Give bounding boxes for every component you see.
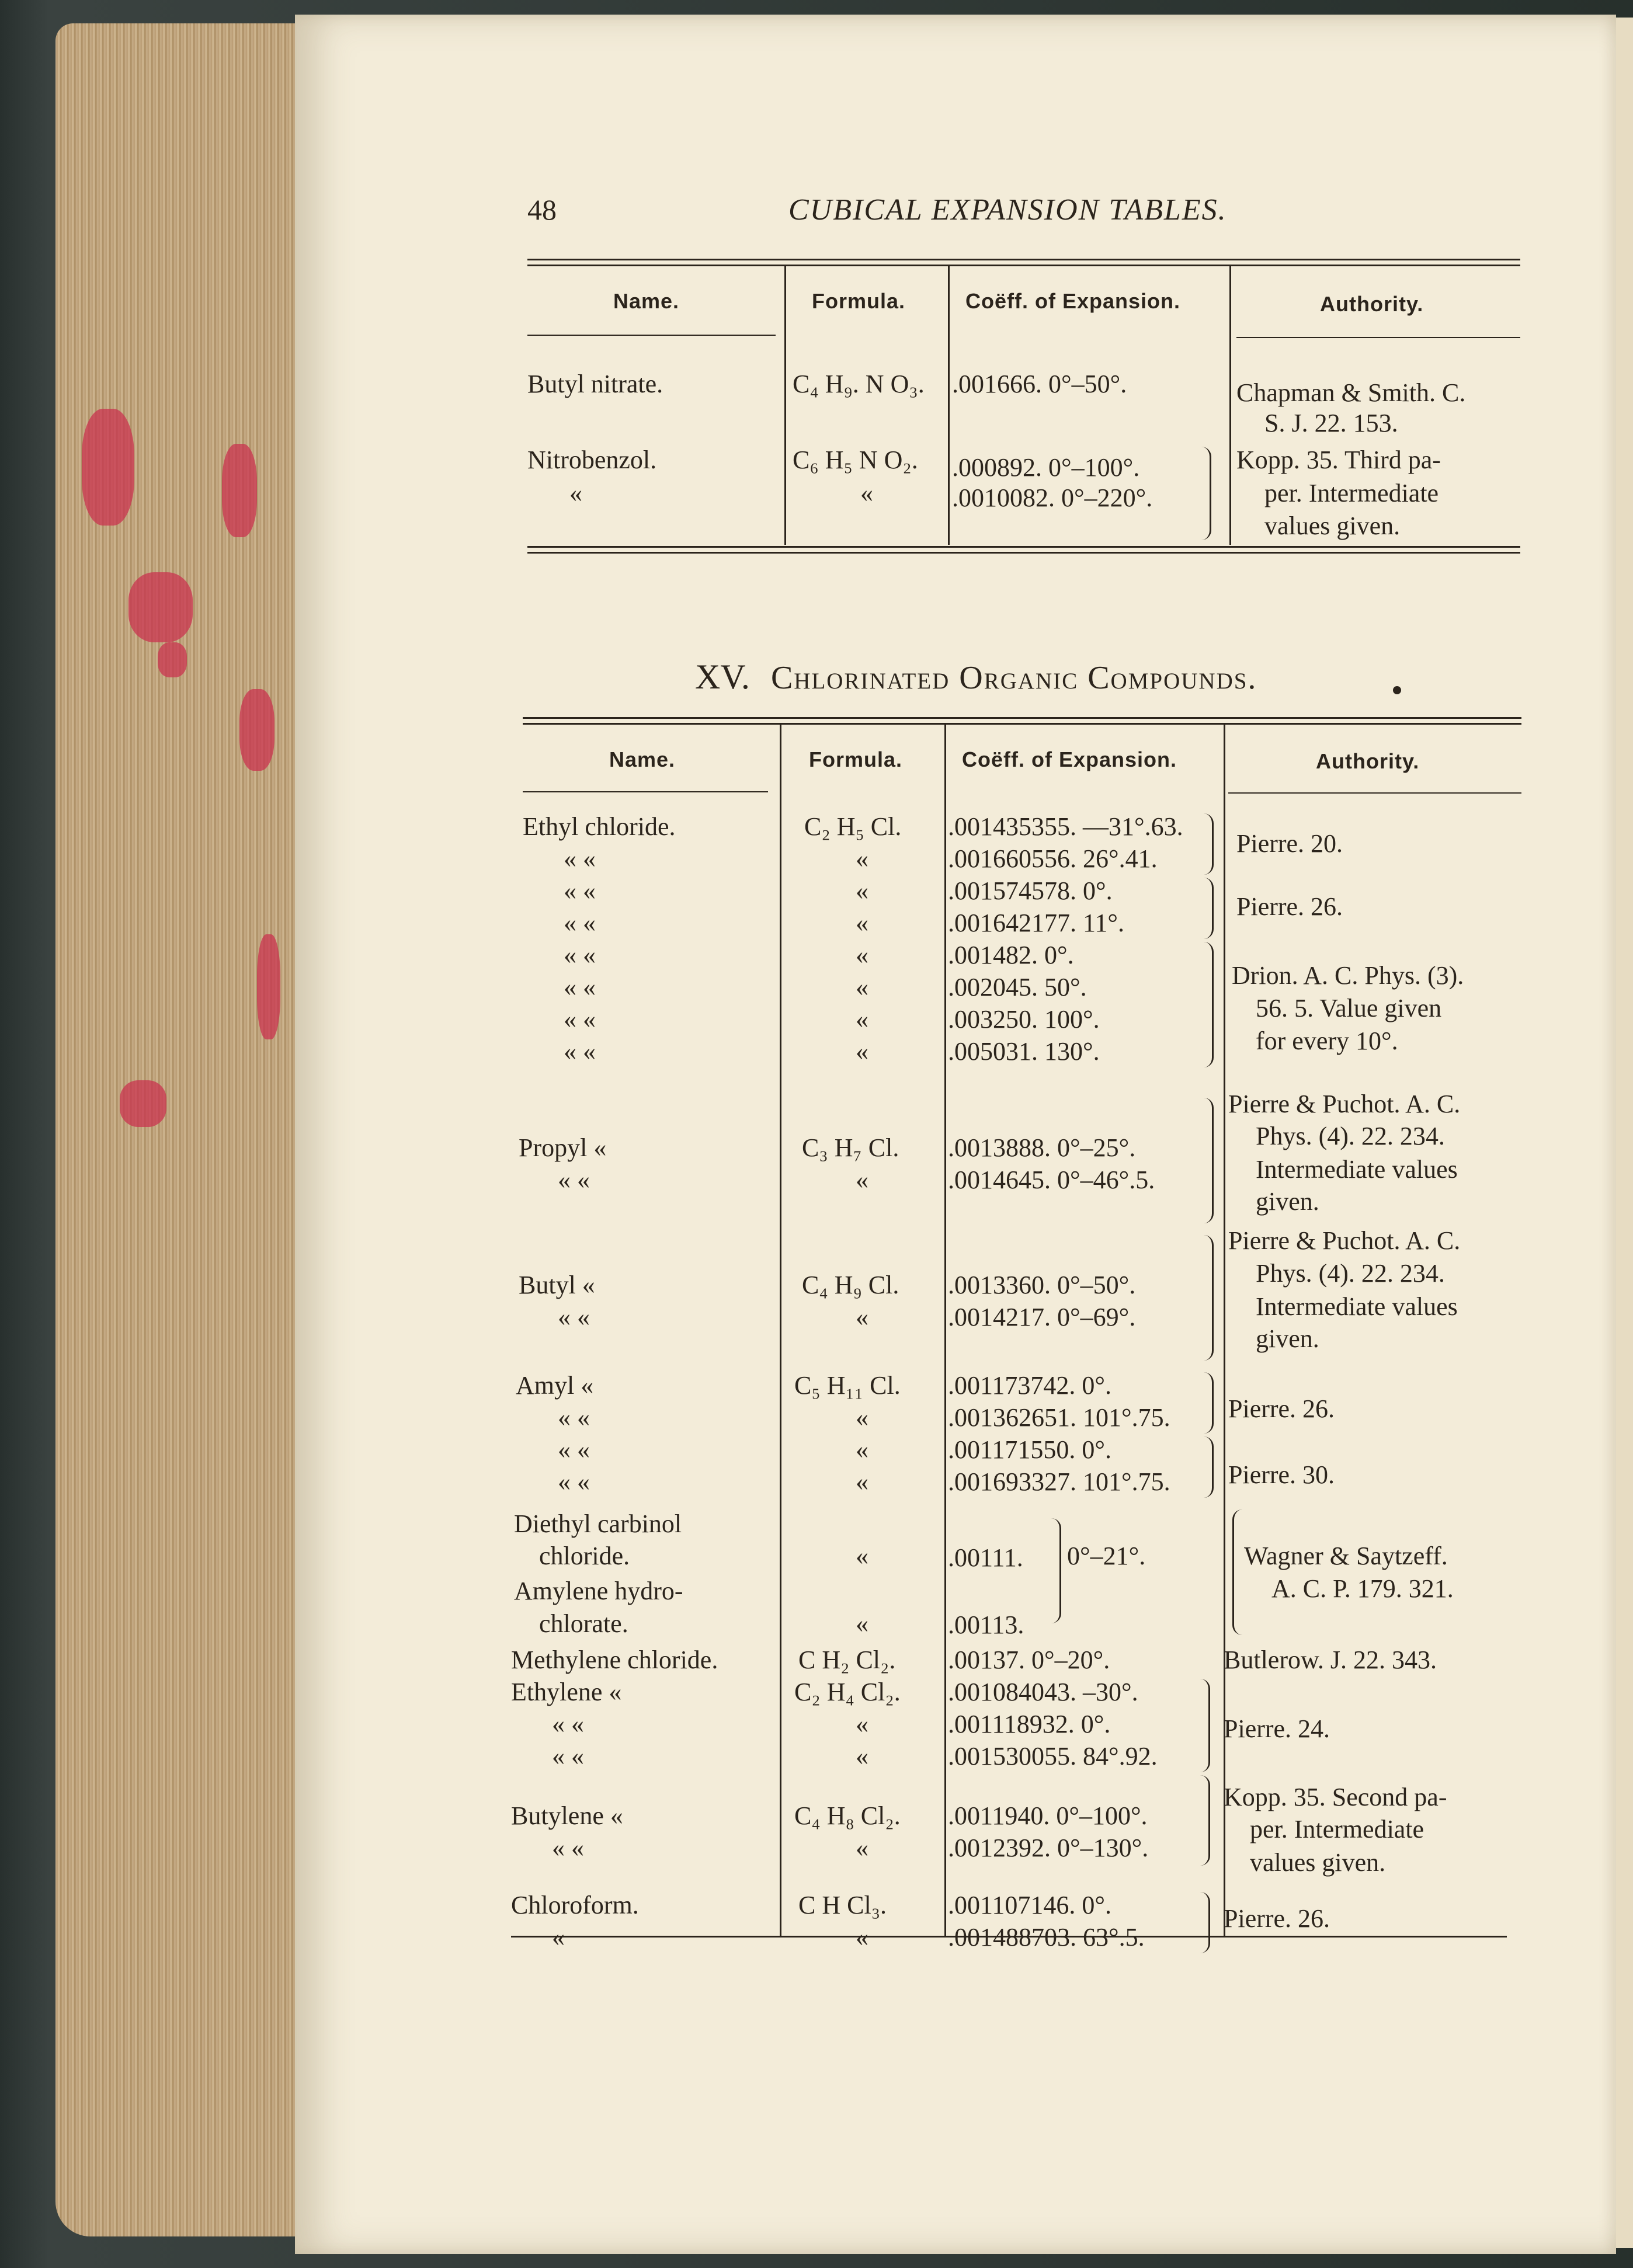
cell-authority: values given.	[1264, 512, 1401, 540]
column-divider	[944, 724, 946, 1936]
section-numeral: XV.	[695, 658, 750, 696]
cell-authority: Intermediate values	[1256, 1292, 1458, 1321]
cell-coeff: .0013360. 0°–50°.	[948, 1271, 1136, 1299]
cell-name: « «	[558, 1303, 590, 1331]
column-divider	[780, 724, 781, 1936]
cell-formula: C₆ H₅ N O₂.	[793, 446, 918, 474]
running-title: CUBICAL EXPANSION TABLES.	[788, 193, 1227, 227]
cell-name: « «	[564, 973, 596, 1001]
cell-formula: «	[856, 1834, 868, 1862]
cell-coeff: .001642177. 11°.	[948, 909, 1124, 937]
cell-authority: values given.	[1250, 1848, 1386, 1877]
cell-authority: for every 10°.	[1256, 1027, 1398, 1055]
cell-name: chloride.	[539, 1542, 630, 1570]
cell-coeff: .00113.	[948, 1610, 1024, 1639]
brace	[1204, 813, 1214, 875]
brace	[1204, 1436, 1214, 1498]
cell-name: « «	[564, 1005, 596, 1034]
cell-authority: S. J. 22. 153.	[1264, 409, 1398, 437]
cell-name: « «	[564, 876, 596, 905]
cell-formula: «	[856, 1467, 868, 1496]
cell-authority: Phys. (4). 22. 234.	[1256, 1122, 1445, 1150]
cell-authority: Chapman & Smith. C.	[1236, 378, 1466, 407]
cell-authority: Drion. A. C. Phys. (3).	[1232, 961, 1464, 990]
header-authority: Authority.	[1320, 292, 1424, 316]
cell-name: « «	[564, 1037, 596, 1066]
cell-formula: C₄ H₉. N O₃.	[793, 370, 925, 398]
header-coeff: Coëff. of Expansion.	[962, 747, 1177, 771]
cell-formula: «	[856, 909, 868, 937]
rule	[523, 723, 1521, 725]
cell-formula: C H₂ Cl₂.	[798, 1646, 896, 1674]
page-edges	[55, 23, 295, 2236]
cell-authority: 56. 5. Value given	[1256, 994, 1442, 1022]
cell-authority: A. C. P. 179. 321.	[1271, 1574, 1454, 1603]
cell-coeff: .001530055. 84°.92.	[948, 1742, 1158, 1770]
cell-coeff: .0012392. 0°–130°.	[948, 1834, 1149, 1862]
cell-authority: Butlerow. J. 22. 343.	[1224, 1646, 1437, 1674]
cell-name: « «	[558, 1166, 590, 1194]
cell-coeff: .0014645. 0°–46°.5.	[948, 1166, 1155, 1194]
rule	[523, 717, 1521, 719]
cell-formula: C H Cl₃.	[798, 1891, 887, 1919]
cell-name: « «	[552, 1710, 584, 1738]
cell-authority: Pierre. 24.	[1224, 1714, 1330, 1743]
cell-coeff: .001173742. 0°.	[948, 1371, 1111, 1400]
section-title	[695, 657, 1257, 697]
cell-coeff: .000892. 0°–100°.	[952, 453, 1140, 482]
cell-name: « «	[558, 1467, 590, 1496]
cell-formula: C₄ H₈ Cl₂.	[794, 1801, 901, 1830]
cell-formula: «	[856, 1435, 868, 1464]
cell-coeff: .003250. 100°.	[948, 1005, 1100, 1034]
cell-coeff: .0010082. 0°–220°.	[952, 483, 1153, 512]
rule	[527, 335, 776, 336]
header-authority: Authority.	[1316, 749, 1420, 773]
cell-authority: Pierre. 26.	[1228, 1394, 1335, 1423]
cell-coeff: .001660556. 26°.41.	[948, 844, 1158, 873]
cell-coeff: .001435355. —31°.63.	[948, 812, 1183, 841]
cell-coeff: .002045. 50°.	[948, 973, 1087, 1001]
cell-authority: Pierre & Puchot. A. C.	[1228, 1090, 1461, 1118]
brace	[1200, 1892, 1210, 1953]
cell-name: « «	[564, 941, 596, 969]
cell-name: «	[569, 479, 582, 507]
cell-coeff: .0013888. 0°–25°.	[948, 1133, 1136, 1162]
rule	[527, 546, 1520, 548]
page-number: 48	[527, 193, 557, 226]
cell-authority: Pierre. 26.	[1224, 1904, 1330, 1933]
brace	[1204, 1372, 1214, 1434]
cell-name: «	[552, 1923, 565, 1952]
cell-formula: «	[860, 479, 873, 507]
cell-formula: C₄ H₉ Cl.	[802, 1271, 899, 1299]
cell-name: « «	[564, 844, 596, 873]
red-stain	[82, 409, 134, 526]
cell-name: chlorate.	[539, 1609, 628, 1638]
cell-formula: C₂ H₅ Cl.	[804, 812, 902, 841]
red-stain	[222, 444, 257, 537]
cell-authority: Phys. (4). 22. 234.	[1256, 1259, 1445, 1288]
rule	[527, 552, 1520, 554]
brace	[1232, 1509, 1242, 1635]
cell-name: « «	[552, 1834, 584, 1862]
cell-name: « «	[552, 1742, 584, 1770]
cell-coeff: .001574578. 0°.	[948, 876, 1113, 905]
cell-authority: given.	[1256, 1187, 1319, 1216]
cell-coeff: .005031. 130°.	[948, 1037, 1100, 1066]
header-formula: Formula.	[809, 747, 903, 771]
cell-name: « «	[564, 909, 596, 937]
cell-name: Propyl «	[519, 1133, 607, 1162]
cell-name: Ethyl chloride.	[523, 812, 676, 841]
cell-formula: «	[856, 1742, 868, 1770]
cell-formula: C₂ H₄ Cl₂.	[794, 1678, 901, 1706]
rule	[527, 259, 1520, 260]
column-divider	[1224, 724, 1225, 1936]
ink-dot	[1393, 686, 1401, 694]
cell-coeff: .001362651. 101°.75.	[948, 1403, 1170, 1432]
cell-authority: Intermediate values	[1256, 1155, 1458, 1184]
cell-formula: «	[856, 1303, 868, 1331]
next-page-edge	[1613, 18, 1633, 2248]
cell-formula: «	[856, 1710, 868, 1738]
cell-coeff: .001482. 0°.	[948, 941, 1074, 969]
column-divider	[948, 266, 950, 545]
cell-authority: per. Intermediate	[1264, 479, 1439, 507]
cell-name: Butyl «	[519, 1271, 595, 1299]
cell-coeff: .001084043. –30°.	[948, 1678, 1138, 1706]
cell-formula: «	[856, 1166, 868, 1194]
cell-name: Diethyl carbinol	[514, 1509, 682, 1538]
brace	[1051, 1518, 1061, 1623]
cell-formula: «	[856, 941, 868, 969]
brace	[1204, 878, 1214, 939]
cell-name: Ethylene «	[511, 1678, 622, 1706]
cell-formula: «	[856, 1923, 868, 1952]
cell-authority: Kopp. 35. Third pa-	[1236, 446, 1441, 474]
header-name: Name.	[609, 747, 676, 771]
rule	[1236, 337, 1520, 338]
cell-name: Nitrobenzol.	[527, 446, 657, 474]
cell-formula: C₃ H₇ Cl.	[802, 1133, 899, 1162]
cell-formula: «	[856, 1037, 868, 1066]
cell-coeff: .0014217. 0°–69°.	[948, 1303, 1136, 1331]
column-divider	[784, 266, 786, 545]
cell-coeff: .00111.	[948, 1543, 1023, 1572]
cell-formula: «	[856, 1609, 868, 1638]
cell-name: Amyl «	[516, 1371, 594, 1400]
cell-coeff: .00137. 0°–20°.	[948, 1646, 1110, 1674]
cell-formula: «	[856, 1403, 868, 1432]
cell-formula: «	[856, 973, 868, 1001]
header-name: Name.	[613, 289, 680, 313]
cell-name: Butylene «	[511, 1801, 623, 1830]
cell-coeff: 0°–21°.	[1067, 1542, 1146, 1570]
red-stain	[120, 1080, 166, 1127]
header-coeff: Coëff. of Expansion.	[965, 289, 1181, 313]
cell-authority: Pierre. 30.	[1228, 1460, 1335, 1489]
cell-authority: Wagner & Saytzeff.	[1244, 1542, 1448, 1570]
brace	[1204, 942, 1214, 1067]
cell-coeff: .0011940. 0°–100°.	[948, 1801, 1148, 1830]
cell-coeff: .001666. 0°–50°.	[952, 370, 1127, 398]
brace	[1200, 1775, 1210, 1866]
rule	[527, 265, 1520, 266]
brace	[1204, 1235, 1214, 1361]
cell-coeff: .001107146. 0°.	[948, 1891, 1111, 1919]
brace	[1200, 1679, 1210, 1772]
cell-formula: «	[856, 1542, 868, 1570]
column-divider	[1229, 266, 1231, 545]
cell-authority: Pierre. 20.	[1236, 829, 1343, 858]
cell-coeff: .001118932. 0°.	[948, 1710, 1111, 1738]
rule	[1228, 792, 1521, 794]
cell-formula: «	[856, 1005, 868, 1034]
cell-coeff: .001171550. 0°.	[948, 1435, 1111, 1464]
header-formula: Formula.	[812, 289, 906, 313]
brace	[1204, 1098, 1214, 1223]
cell-name: Methylene chloride.	[511, 1646, 718, 1674]
red-stain	[239, 689, 275, 771]
cell-formula: «	[856, 844, 868, 873]
red-stain	[128, 572, 193, 642]
cell-name: Amylene hydro-	[514, 1577, 683, 1605]
brace	[1201, 447, 1211, 540]
cell-authority: Kopp. 35. Second pa-	[1224, 1783, 1447, 1811]
cell-name: Butyl nitrate.	[527, 370, 663, 398]
cell-coeff: .001693327. 101°.75.	[948, 1467, 1170, 1496]
cell-formula: C₅ H₁₁ Cl.	[794, 1371, 901, 1400]
rule	[523, 791, 768, 792]
cell-authority: Pierre & Puchot. A. C.	[1228, 1226, 1461, 1255]
cell-authority: Pierre. 26.	[1236, 892, 1343, 921]
red-stain	[158, 642, 187, 677]
cell-name: « «	[558, 1435, 590, 1464]
cell-authority: given.	[1256, 1324, 1319, 1353]
cell-name: Chloroform.	[511, 1891, 639, 1919]
cell-authority: per. Intermediate	[1250, 1815, 1424, 1843]
red-stain	[257, 934, 280, 1039]
cell-formula: «	[856, 876, 868, 905]
cell-name: « «	[558, 1403, 590, 1432]
cell-coeff: .001488703. 63°.5.	[948, 1923, 1145, 1952]
book-page	[295, 15, 1616, 2254]
section-heading: Chlorinated Organic Compounds.	[770, 660, 1257, 696]
